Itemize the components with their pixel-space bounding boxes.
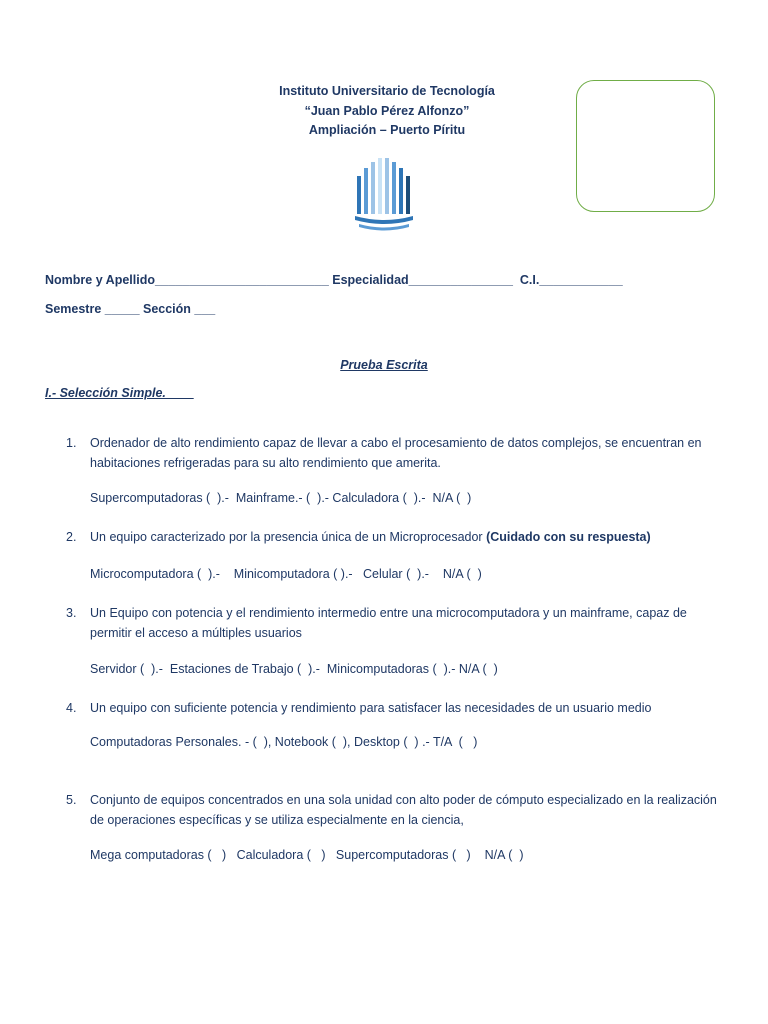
question-emphasis: (Cuidado con su respuesta) [486, 530, 651, 544]
question-number: 2. [66, 530, 77, 544]
photo-box [576, 80, 715, 212]
institution-subtitle: “Juan Pablo Pérez Alfonzo” [304, 103, 470, 118]
question-number: 4. [66, 701, 77, 715]
student-name-field[interactable]: Nombre y Apellido_________________________ Especialidad_______________ C.I.____________ [45, 273, 623, 287]
question-2-options[interactable]: Microcomputadora ( ).- Minicomputadora ( ).- Celular ( ).- N/A ( ) [90, 567, 482, 581]
question-3 [66, 603, 726, 643]
semester-section-field[interactable]: Semestre _____ Sección ___ [45, 302, 216, 316]
institution-campus: Ampliación – Puerto Píritu [308, 123, 466, 137]
question-text-main: Un equipo caracterizado por la presencia única de un Microprocesador [90, 530, 487, 544]
question-text: Un Equipo con potencia y el rendimiento intermedio entre una microcomputadora y un mainframe, capaz de permitir el acceso a múltiples usuarios [90, 606, 687, 640]
test-title: Prueba Escrita [340, 358, 428, 372]
question-1-options[interactable]: Supercomputadoras ( ).- Mainframe.- ( ).- Calculadora ( ).- N/A ( ) [90, 491, 472, 505]
question-3-options[interactable]: Servidor ( ).- Estaciones de Trabajo ( ).- Minicomputadoras ( ).- N/A ( ) [90, 662, 498, 676]
question-text: Un equipo con suficiente potencia y rendimiento para satisfacer las necesidades de un usuario medio [90, 701, 652, 715]
institution-name: Instituto Universitario de Tecnología [279, 84, 495, 98]
institution-logo [351, 158, 417, 234]
question-number: 3. [66, 606, 77, 620]
question-5-options[interactable]: Mega computadoras ( ) Calculadora ( ) Supercomputadoras ( ) N/A ( ) [90, 848, 524, 862]
question-4-options[interactable]: Computadoras Personales. - ( ), Notebook ( ), Desktop ( ) .- T/A ( ) [90, 735, 478, 749]
question-4 [66, 698, 726, 718]
question-text: Conjunto de equipos concentrados en una sola unidad con alto poder de cómputo especializado en la realización de operaciones específicas y se utiliza especialmente en la ciencia, [90, 793, 717, 827]
question-text: Ordenador de alto rendimiento capaz de llevar a cabo el procesamiento de datos complejos, se encuentran en habitaciones refrigeradas para su alto rendimiento que amerita. [90, 436, 702, 470]
question-number: 1. [66, 436, 77, 450]
question-1 [66, 433, 726, 473]
section-title: I.- Selección Simple.____ [45, 386, 194, 400]
question-number: 5. [66, 793, 77, 807]
question-text [90, 527, 726, 547]
question-5 [66, 790, 726, 830]
question-2 [66, 527, 726, 547]
institution-header [200, 82, 574, 141]
